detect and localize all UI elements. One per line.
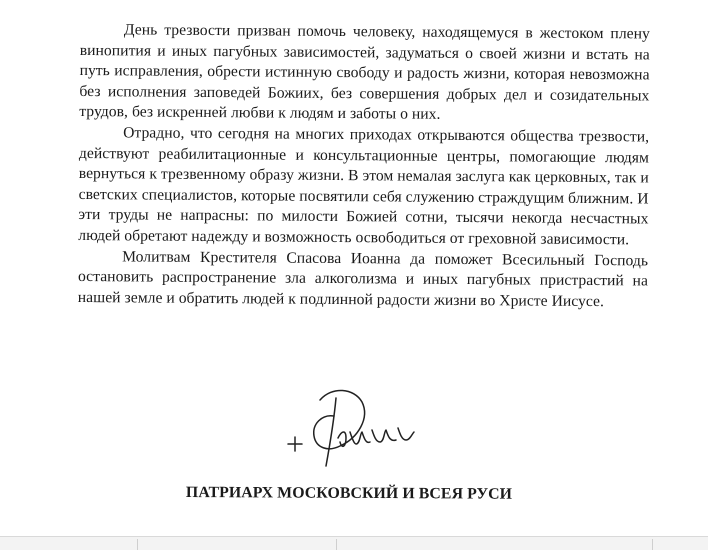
status-bar bbox=[0, 536, 708, 550]
signature-image bbox=[280, 380, 420, 470]
letter-body bbox=[78, 20, 650, 313]
paragraph-3: Молитвам Крестителя Спасова Иоанна да поможет Всесильный Господь остановить распространение зла алкоголизма и иных пагубных пристрастий на нашей земле и обратить людей к подлинной радости жизни во Христе Иисусе. bbox=[77, 247, 649, 310]
status-bar-divider bbox=[336, 539, 337, 550]
status-bar-divider bbox=[652, 539, 653, 550]
signatory-title: ПАТРИАРХ МОСКОВСКИЙ И ВСЕЯ РУСИ bbox=[185, 484, 513, 503]
paragraph-1: День трезвости призван помочь человеку, находящемуся в жестоком плену винопития и иных пагубных зависимостей, задуматься о своей жизни и встать на путь исправления, обрести истинную свободу и радость жизни, которая невозможна без исполнения заповедей Божиих, без совершения добрых дел и созидательных трудов, без искренней любви к людям и заботы о них. bbox=[79, 21, 650, 124]
status-bar-divider bbox=[137, 539, 138, 550]
handwritten-signature bbox=[280, 380, 420, 470]
paragraph-2: Отрадно, что сегодня на многих приходах открываются общества трезвости, действуют реабилитационные и консультационные центры, помогающие людям вернуться к трезвенному образу жизни. В этом немалая заслуга как церковных, так и светских специалистов, которые посвятили себя служению страждущим ближним. И эти труды не напрасны: по милости Божией сотни, тысячи некогда несчастных людей обретают надежду и возможность освободиться от греховной зависимости. bbox=[78, 124, 650, 249]
